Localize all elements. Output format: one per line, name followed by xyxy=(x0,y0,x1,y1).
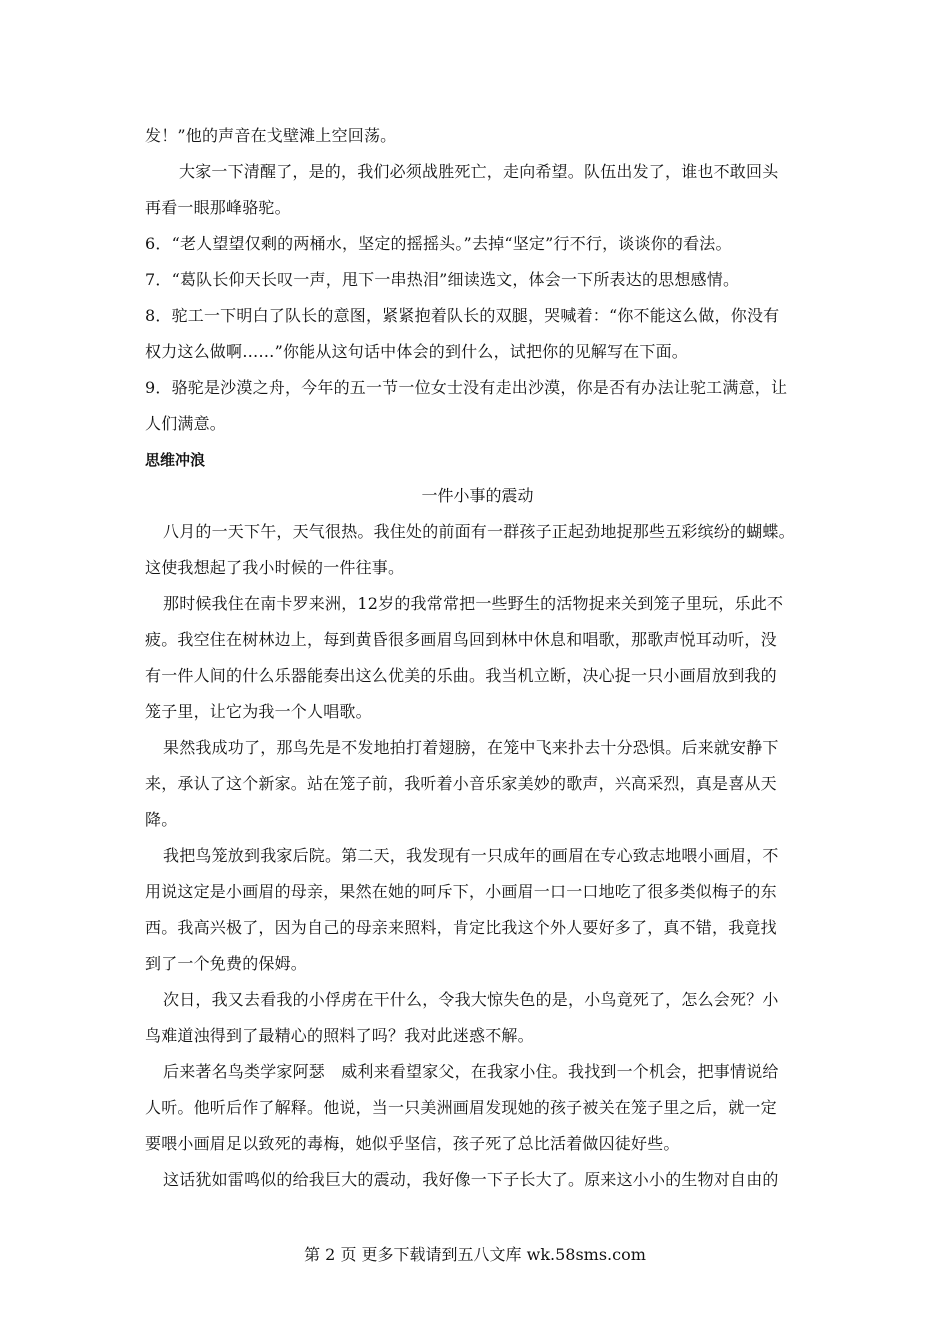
paragraph-line: 八月的一天下午，天气很热。我住处的前面有一群孩子正起劲地捉那些五彩缤纷的蝴蝶。 xyxy=(163,522,795,541)
paragraph-line: 我把鸟笼放到我家后院。第二天，我发现有一只成年的画眉在专心致志地喂小画眉，不 xyxy=(163,846,779,865)
paragraph-line: 到了一个免费的保姆。 xyxy=(145,954,308,973)
paragraph-line: 这话犹如雷鸣似的给我巨大的震动，我好像一下子长大了。原来这小小的生物对自由的 xyxy=(163,1170,779,1189)
paragraph-line: 用说这定是小画眉的母亲，果然在她的呵斥下，小画眉一口一口地吃了很多类似梅子的东 xyxy=(145,882,777,901)
paragraph-line: 笼子里，让它为我一个人唱歌。 xyxy=(145,702,372,721)
paragraph-line: 来，承认了这个新家。站在笼子前，我听着小音乐家美妙的歌声，兴高采烈，真是喜从天 xyxy=(145,774,777,793)
question-9: 9．骆驼是沙漠之舟，今年的五一节一位女士没有走出沙漠，你是否有办法让驼工满意，让 xyxy=(145,378,788,397)
text-line: 大家一下清醒了，是的，我们必须战胜死亡，走向希望。队伍出发了，谁也不敢回头 xyxy=(179,162,779,181)
paragraph-line: 疲。我空住在树林边上，每到黄昏很多画眉鸟回到林中休息和唱歌，那歌声悦耳动听，没 xyxy=(145,630,777,649)
question-8: 8．驼工一下明白了队长的意图，紧紧抱着队长的双腿，哭喊着：“你不能这么做，你没有 xyxy=(145,306,780,325)
paragraph-line: 人听。他听后作了解释。他说，当一只美洲画眉发现她的孩子被关在笼子里之后，就一定 xyxy=(145,1098,777,1117)
section-heading: 思维冲浪 xyxy=(145,451,206,469)
text-line: 权力这么做啊……”你能从这句话中体会的到什么，试把你的见解写在下面。 xyxy=(145,342,688,361)
paragraph-line: 次日，我又去看我的小俘虏在干什么，令我大惊失色的是，小鸟竟死了，怎么会死？小 xyxy=(163,990,779,1009)
text-line: 人们满意。 xyxy=(145,414,227,433)
page-footer: 第 2 页 更多下载请到五八文库 wk.58sms.com xyxy=(304,1245,646,1264)
paragraph-line: 这使我想起了我小时候的一件往事。 xyxy=(145,558,405,577)
paragraph-line: 降。 xyxy=(145,810,178,829)
article-title: 一件小事的震动 xyxy=(421,486,534,505)
question-6: 6．“老人望望仅剩的两桶水，坚定的摇摇头。”去掉“坚定”行不行，谈谈你的看法。 xyxy=(145,234,732,253)
question-7: 7．“葛队长仰天长叹一声，甩下一串热泪”细读选文，体会一下所表达的思想感情。 xyxy=(145,270,740,289)
paragraph-line: 果然我成功了，那鸟先是不发地拍打着翅膀，在笼中飞来扑去十分恐惧。后来就安静下 xyxy=(163,738,779,757)
text-line: 再看一眼那峰骆驼。 xyxy=(145,198,291,217)
paragraph-line: 西。我高兴极了，因为自己的母亲来照料，肯定比我这个外人要好多了，真不错，我竟找 xyxy=(145,918,777,937)
paragraph-line: 后来著名鸟类学家阿瑟 威利来看望家父，在我家小住。我找到一个机会，把事情说给 xyxy=(163,1062,779,1081)
text-line: 发！”他的声音在戈壁滩上空回荡。 xyxy=(145,126,397,145)
paragraph-line: 有一件人间的什么乐器能奏出这么优美的乐曲。我当机立断，决心捉一只小画眉放到我的 xyxy=(145,666,777,685)
paragraph-line: 鸟难道浊得到了最精心的照料了吗？我对此迷惑不解。 xyxy=(145,1026,534,1045)
paragraph-line: 要喂小画眉足以致死的毒梅，她似乎坚信，孩子死了总比活着做囚徒好些。 xyxy=(145,1134,680,1153)
paragraph-line: 那时候我住在南卡罗来洲，12岁的我常常把一些野生的活物捉来关到笼子里玩，乐此不 xyxy=(163,594,784,613)
page-content xyxy=(145,118,810,1198)
